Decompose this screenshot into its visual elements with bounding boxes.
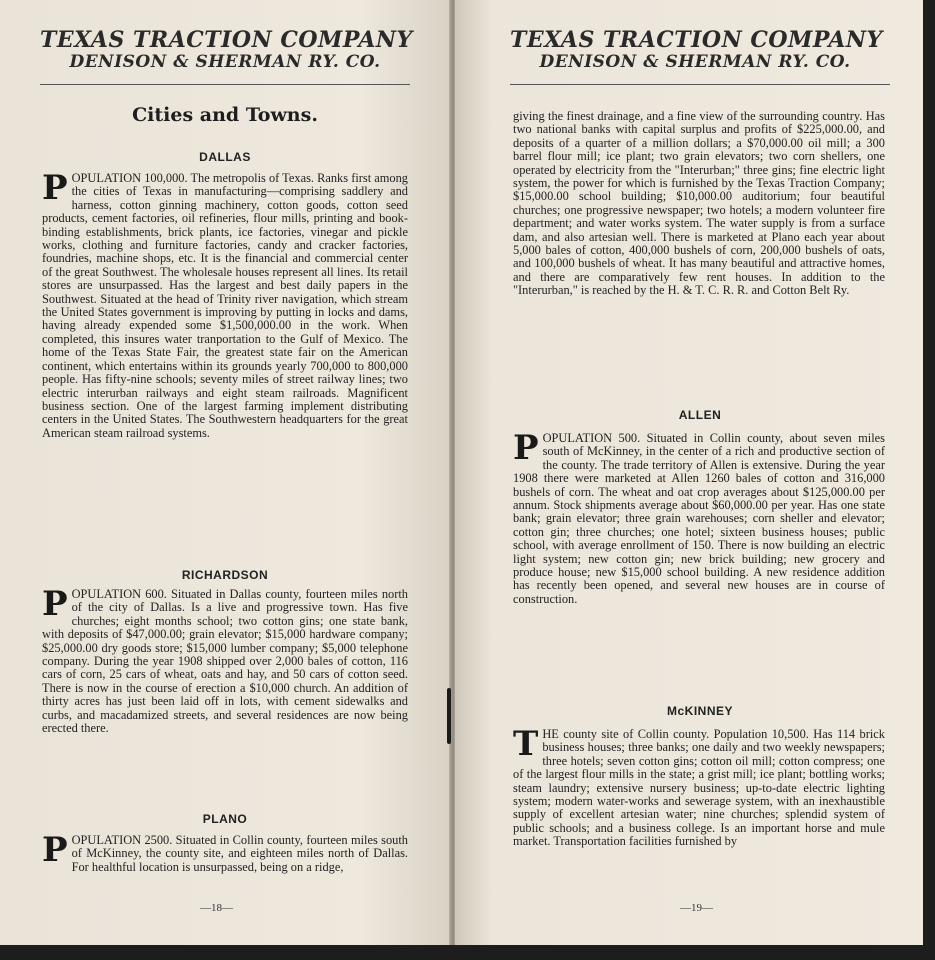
masthead-rule (40, 84, 410, 85)
city-title-dallas: DALLAS (199, 150, 251, 164)
city-title-plano: PLANO (202, 812, 248, 826)
binding-clasp (447, 688, 451, 744)
drop-cap: P (42, 830, 68, 870)
right-page (455, 0, 923, 945)
page-number-right: —19— (680, 902, 713, 914)
paragraph-text: OPULATION 100,000. The metropolis of Texas. Ranks first among the cities of Texas in manufacturing—comprising saddlery and harness, cotton ginning machinery, cotton goods, cotton seed products, cement factories, oil refineries, flour mills, printing and book-binding establishments, brick plants, ice factories, vinegar and pickle works, clothing and furniture factories, candy and cracker factories, foundries, machine shops, etc. It is the financial and commercial center of the great Southwest. The wholesale houses represent all lines. Its retail stores are unsurpassed. Has the largest and best daily papers in the Southwest. Situated at the head of Trinity river navigation, which stream the United States government is improving by putting in locks and dams, having already expended some $1,500,000.00 in the work. When completed, this insures water tranportation to the Gulf of Mexico. The home of the Texas State Fair, the greatest state fair on the American continent, which entertains within its grounds yearly 700,000 to 800,000 people. Has fifty-nine schools; seventy miles of street railway lines; two electric interurban railways and eight steam railroads. Magnificent business section. One of the largest farming implement distributing centers in the United States. The Southwestern headquarters for the great American steam railroad systems. (42, 171, 408, 440)
paragraph-mckinney (513, 724, 885, 849)
left-masthead (40, 27, 413, 72)
paragraph-allen (513, 428, 885, 606)
page-heading: Cities and Towns. (132, 104, 318, 126)
left-page (0, 0, 452, 945)
masthead-line-2: DENISON & SHERMAN RY. CO. (69, 52, 381, 72)
drop-cap: P (42, 584, 68, 624)
drop-cap: P (513, 428, 539, 468)
city-title-allen: ALLEN (678, 408, 722, 422)
masthead-line-1: TEXAS TRACTION COMPANY (40, 27, 413, 53)
drop-cap: T (513, 724, 539, 764)
paragraph-plano-continued: giving the finest drainage, and a fine view of the surrounding country. Has two national banks with capital surplus and profits of $225,000.00, and deposits of a quarter of a million dollars; a $70,000.00 oil mill; a 300 barrel flour mill; ice plant; two grain elevators; two corn shellers, one operated by electricity from the "Interurban;" three gins; fine electric light system, the power for which is furnished by the Texas Traction Company; $15,000.00 school building; $10,000.00 auditorium; four beautiful churches; one progressive newspaper; two hotels; a modern volunteer fire department; and water works system. The water supply is from a surface dam, and also artesian well. There is marketed at Plano each year about 5,000 bales of cotton, 400,000 bushels of corn, 200,000 bushels of oats, and 100,000 bushels of wheat. It has many beautiful and attractive homes, and there are comparatively few rent houses. In addition to the "Interurban," is reached by the H. & T. C. R. R. and Cotton Belt Ry. (513, 109, 885, 298)
city-title-mckinney: McKINNEY (666, 704, 733, 718)
paragraph-text: OPULATION 600. Situated in Dallas county, fourteen miles north of the city of Dallas. Is a live and progressive town. Has five churches; eight months school; two cotton gins; one state bank, with deposits of $47,000.00; grain elevator; $15,000 hardware company; $25,000.00 dry goods store; $15,000 lumber company; $5,000 telephone company. During the year 1908 shipped over 2,000 bales of cotton, 116 cars of corn, 25 cars of wheat, oats and hay, and 50 cars of cotton seed. There is now in the course of erection a $10,000 church. An addition of thirty acres has just been laid off in lots, with cement sidewalks and curbs, and macadamized streets, and several residences are now being erected there. (42, 587, 408, 736)
paragraph-text: OPULATION 500. Situated in Collin county, about seven miles south of McKinney, in the center of a rich and productive section of the county. The trade territory of Allen is extensive. During the year 1908 there were marketed at Allen 1260 bales of cotton and 316,000 bushels of corn. The wheat and oat crop averages about $125,000.00 per annum. Stock shipments average about $60,000.00 per year. Has one state bank; grain elevator; three grain warehouses; corn sheller and elevator; cotton gin; three churches; one hotel; sixteen business houses; public school, with average enrollment of 150. There is now building an electric light system; new cotton gin; new brick building; new grocery and produce house; new $15,000 school building. A new residence addition has recently been opened, and several new houses are in course of construction. (513, 431, 885, 606)
right-masthead (510, 27, 883, 72)
masthead-line-1: TEXAS TRACTION COMPANY (510, 27, 883, 53)
page-number-left: —18— (200, 902, 233, 914)
paragraph-plano (42, 830, 408, 874)
paragraph-text: OPULATION 2500. Situated in Collin county, fourteen miles south of McKinney, the county site, and eighteen miles north of Dallas. For healthful location is unsurpassed, being on a ridge, (71, 833, 408, 874)
masthead-rule (510, 84, 890, 85)
city-title-richardson: RICHARDSON (181, 568, 269, 582)
drop-cap: P (42, 168, 68, 208)
paragraph-dallas (42, 168, 408, 440)
paragraph-richardson (42, 584, 408, 736)
masthead-line-2: DENISON & SHERMAN RY. CO. (539, 52, 851, 72)
paragraph-text: HE county site of Collin county. Population 10,500. Has 114 brick business houses; three banks; one daily and two weekly newspapers; three hotels; seven cotton gins; cotton oil mill; cotton compress; one of the largest flour mills in the state; a grist mill; ice plant; bottling works; steam laundry; extensive nursery business; up-to-date electric lighting system; modern water-works and sewerage system, with an inexhaustible supply of excellent artesian water; nine churches; splendid system of public schools; and a business college. Is an important horse and mule market. Transportation facilities furnished by (513, 727, 885, 849)
